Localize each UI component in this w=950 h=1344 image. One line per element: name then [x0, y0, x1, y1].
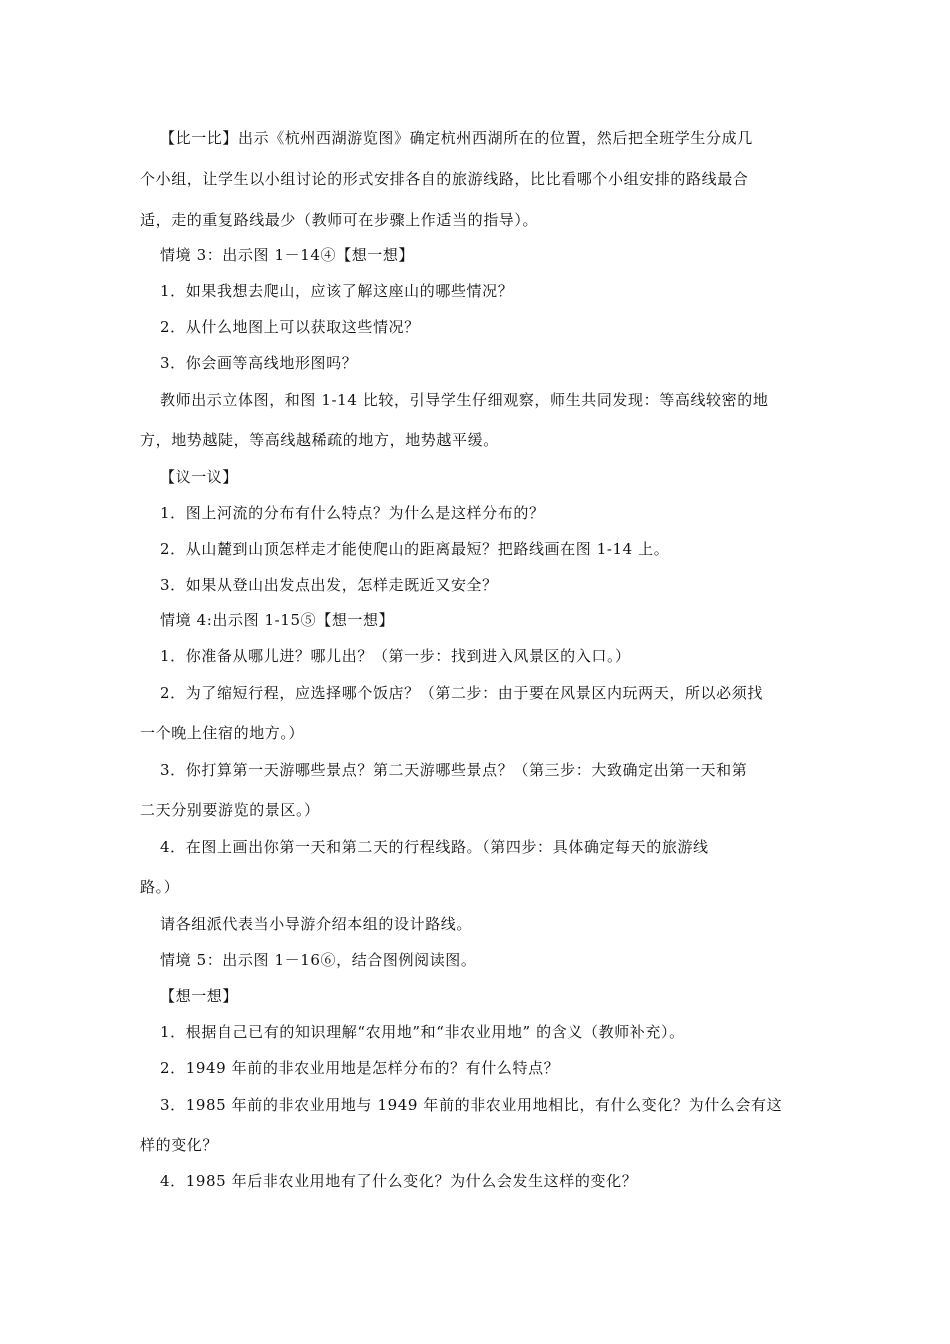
discuss-question-1: 1．图上河流的分布有什么特点？为什么是这样分布的？: [160, 504, 545, 522]
scenario-4-question-2-line-2: 一个晚上住宿的地方。）: [140, 724, 305, 742]
discuss-heading: 【议一议】: [160, 468, 239, 486]
scenario-5-question-3-line-1: 3．1985 年前的非农业用地与 1949 年前的非农业用地相比，有什么变化？为什么会有这: [160, 1096, 783, 1114]
scenario-4-question-3-line-1: 3．你打算第一天游哪些景点？第二天游哪些景点？（第三步：大致确定出第一天和第: [160, 761, 748, 779]
scenario-5-question-1: 1．根据自己已有的知识理解“农用地”和“非农业用地” 的含义（教师补充）。: [160, 1023, 685, 1041]
scenario-4-question-2-line-1: 2．为了缩短行程，应选择哪个饭店？（第二步：由于要在风景区内玩两天，所以必须找: [160, 684, 763, 702]
group-presentation-line: 请各组派代表当小导游介绍本组的设计路线。: [160, 915, 473, 933]
scenario-4-heading: 情境 4:出示图 1-15⑤【想一想】: [160, 611, 395, 629]
scenario-4-question-4-line-2: 路。）: [140, 878, 180, 896]
scenario-4-question-3-line-2: 二天分别要游览的景区。）: [140, 801, 320, 819]
scenario-3-heading: 情境 3：出示图 1－14④【想一想】: [160, 246, 415, 264]
scenario-5-question-3-line-2: 样的变化？: [140, 1136, 219, 1154]
scenario-3-question-2: 2．从什么地图上可以获取这些情况？: [160, 318, 420, 336]
scenario-5-question-2: 2．1949 年前的非农业用地是怎样分布的？有什么特点？: [160, 1059, 560, 1077]
discuss-question-2: 2．从山麓到山顶怎样走才能使爬山的距离最短？把路线画在图 1-14 上。: [160, 540, 670, 558]
teacher-paragraph-line-1: 教师出示立体图，和图 1-14 比较，引导学生仔细观察，师生共同发现：等高线较密的地: [160, 391, 769, 409]
paragraph-compare-line-3: 适，走的重复路线最少（教师可在步骤上作适当的指导）。: [140, 211, 539, 229]
scenario-3-question-3: 3．你会画等高线地形图吗？: [160, 354, 358, 372]
scenario-3-question-1: 1．如果我想去爬山，应该了解这座山的哪些情况？: [160, 282, 514, 300]
scenario-5-question-4: 4．1985 年后非农业用地有了什么变化？为什么会发生这样的变化？: [160, 1172, 638, 1190]
teacher-paragraph-line-2: 方，地势越陡，等高线越稀疏的地方，地势越平缓。: [140, 431, 499, 449]
paragraph-compare-line-2: 个小组，让学生以小组讨论的形式安排各自的旅游线路，比比看哪个小组安排的路线最合: [140, 170, 749, 188]
paragraph-compare-line-1: 【比一比】出示《杭州西湖游览图》确定杭州西湖所在的位置，然后把全班学生分成几: [160, 129, 753, 147]
scenario-4-question-4-line-1: 4．在图上画出你第一天和第二天的行程线路。（第四步：具体确定每天的旅游线: [160, 838, 709, 856]
scenario-5-heading: 情境 5：出示图 1－16⑥，结合图例阅读图。: [160, 951, 477, 969]
scenario-4-question-1: 1．你准备从哪儿进？哪儿出？（第一步：找到进入风景区的入口。）: [160, 647, 631, 665]
discuss-question-3: 3．如果从登山出发点出发，怎样走既近又安全？: [160, 576, 498, 594]
think-heading: 【想一想】: [160, 987, 239, 1005]
